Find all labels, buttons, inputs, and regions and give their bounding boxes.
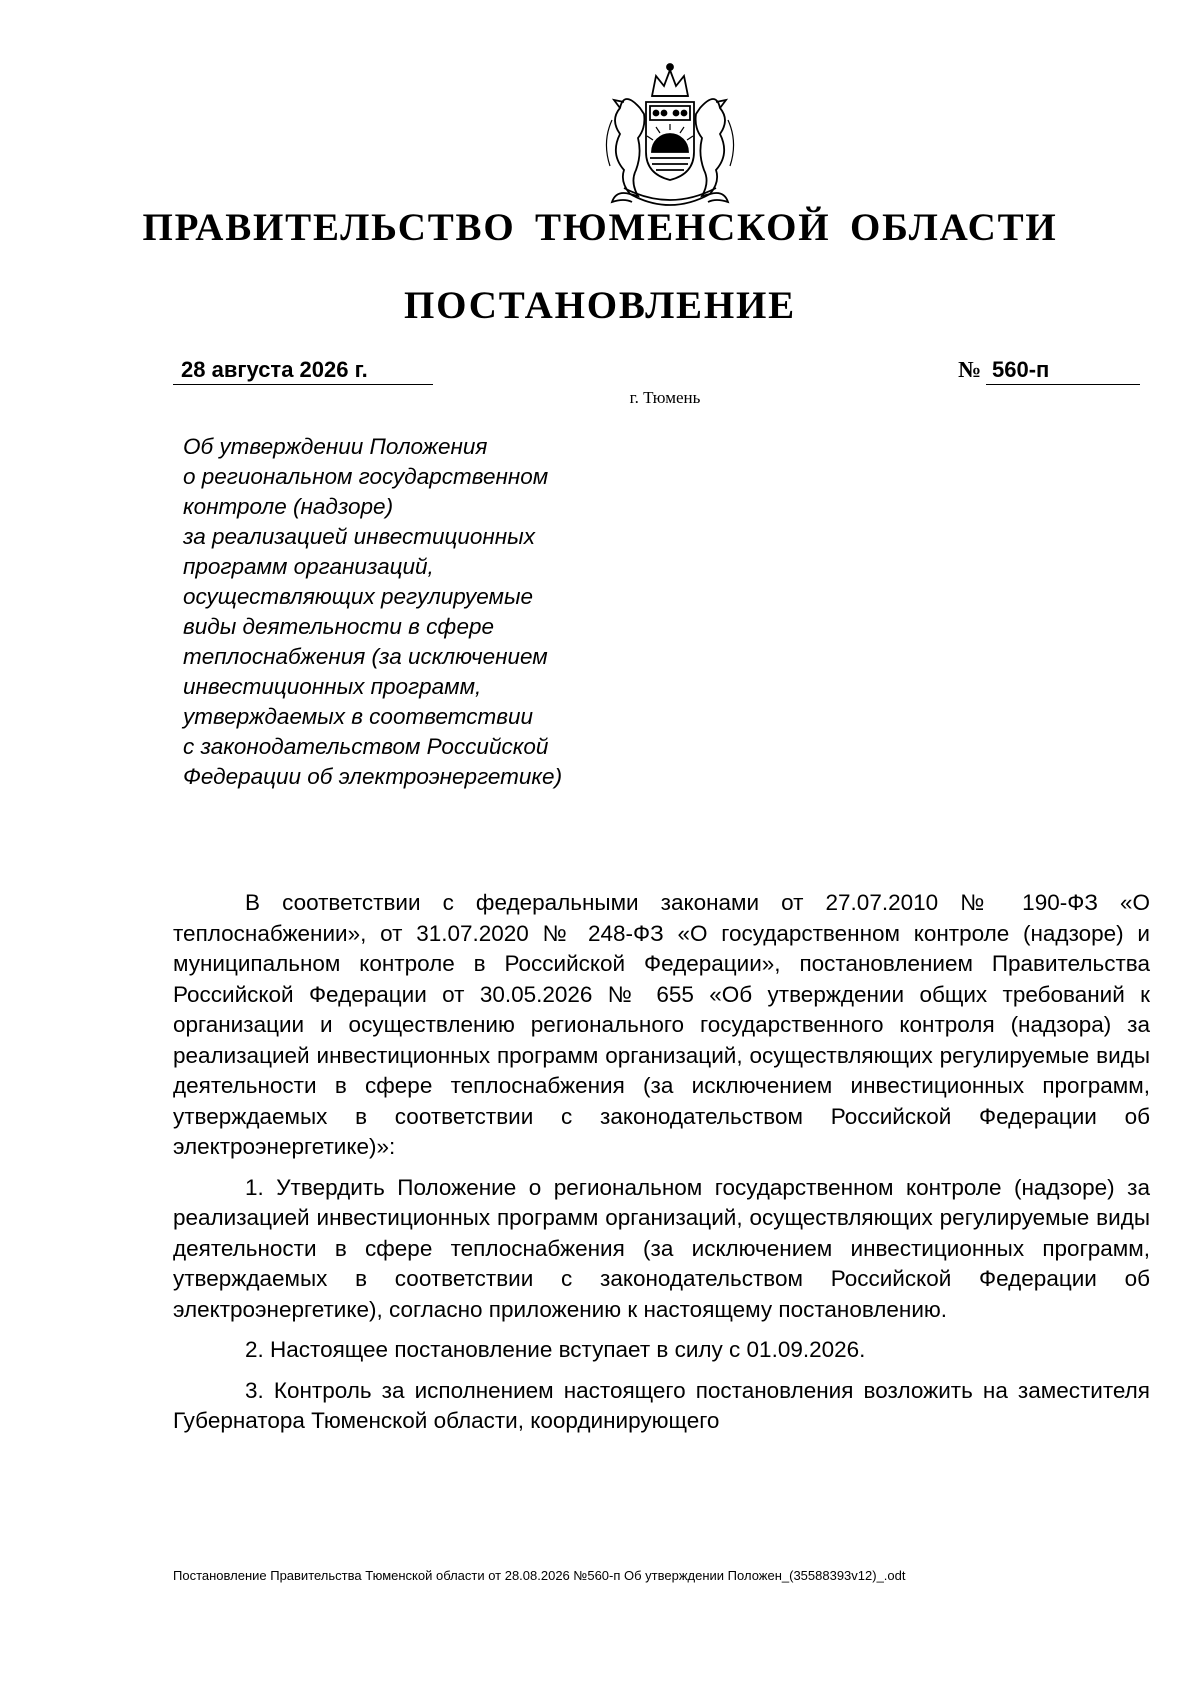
government-title: ПРАВИТЕЛЬСТВО ТЮМЕНСКОЙ ОБЛАСТИ [142, 206, 1058, 249]
subject-line: теплоснабжения (за исключением [183, 644, 548, 669]
subject-line: Об утверждении Положения [183, 434, 488, 459]
decree-body [173, 888, 1150, 1447]
item-1-paragraph: 1. Утвердить Положение о региональном государственном контроле (надзоре) за реализацией инвестиционных программ организаций, осуществляющих регулируемые виды деятельности в сфере теплоснабжения (за исключением инвестиционных программ, утверждаемых в соответствии с законодательством Российской Федерации об электроэнергетике), согласно приложению к настоящему постановлению. [173, 1174, 1150, 1322]
subject-line: с законодательством Российской [183, 734, 549, 759]
page-footer-filename: Постановление Правительства Тюменской области от 28.08.2026 №560-п Об утверждении Положен_(35588393v12)_.odt [173, 1568, 906, 1583]
subject-line: за реализацией инвестиционных [183, 524, 535, 549]
decree-number: 560-п [986, 357, 1140, 385]
item-3-paragraph: 3. Контроль за исполнением настоящего постановления возложить на заместителя Губернатора Тюменской области, координирующего [173, 1377, 1150, 1433]
decree-subject [183, 432, 703, 792]
subject-line: виды деятельности в сфере [183, 614, 494, 639]
city-label: г. Тюмень [629, 388, 701, 407]
item-2-paragraph: 2. Настоящее постановление вступает в силу с 01.09.2026. [245, 1337, 866, 1362]
subject-line: о региональном государственном [183, 464, 549, 489]
preamble-paragraph: В соответствии с федеральными законами от 27.07.2010 № 190-ФЗ «О теплоснабжении», от 31.07.2020 № 248-ФЗ «О государственном контроле (надзоре) и муниципальном контроле в Российской Федерации», постановлением Правительства Российской Федерации от 30.05.2026 № 655 «Об утверждении общих требований к организации и осуществлению регионального государственного контроля (надзора) за реализацией инвестиционных программ организаций, осуществляющих регулируемые виды деятельности в сфере теплоснабжения (за исключением инвестиционных программ, утверждаемых в соответствии с законодательством Российской Федерации об электроэнергетике)»: [173, 890, 1150, 1159]
document-type-title: ПОСТАНОВЛЕНИЕ [404, 284, 796, 327]
subject-line: осуществляющих регулируемые [183, 584, 534, 609]
subject-line: инвестиционных программ, [183, 674, 482, 699]
number-sign: № [958, 357, 982, 382]
subject-line: Федерации об электроэнергетике) [183, 764, 563, 789]
subject-line: утверждаемых в соответствии [183, 704, 533, 729]
subject-line: контроле (надзоре) [183, 494, 394, 519]
subject-line: программ организаций, [183, 554, 434, 579]
tyumen-oblast-coat-of-arms-icon [590, 62, 750, 212]
decree-date: 28 августа 2026 г. [173, 357, 433, 385]
